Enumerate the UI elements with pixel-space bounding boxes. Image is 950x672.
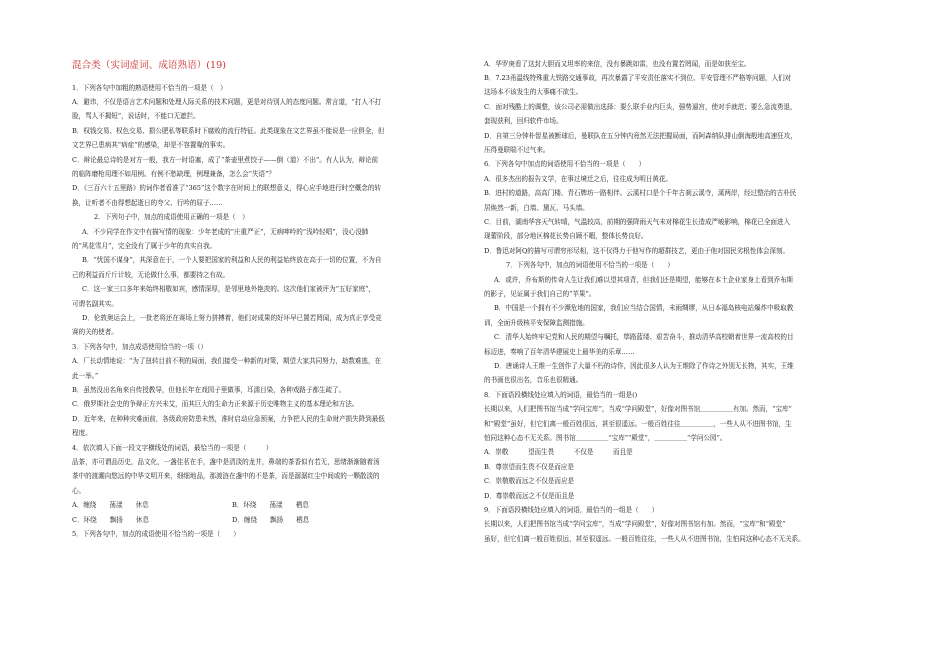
q6-option-a: A．很多杰出的报告文学，在事过境迁之后，往往成为明日黄花。 — [484, 175, 672, 183]
q4-option-c: C．环绕 飘扬 休息 — [72, 516, 149, 524]
q8-passage-line2: 和“殿堂”虽好，但它们离一般百姓很远，甚至很遥远。一般百姓往往＿＿＿＿＿，一些人从不进图书馆，生 — [484, 420, 792, 428]
question-2: 2．下列句子中，加点的成语使用正确的一项是（ ） — [94, 213, 249, 221]
q2-option-a-line1: A．不少同学在作文中有描写情的现象：少年老成的“庄重严正”，无病呻吟的“浅吟轻唱”，没心没肺 — [82, 228, 369, 236]
q9-passage-line2: 虽好，但它们离一般百姓很远，甚至很遥远。一般百姓往往，一些人从不进图书馆，生怕同这种心态不无关系。 — [484, 535, 805, 543]
q2-option-a-line2: 的“风花雪月”，完全没有了属于少年的真实自我。 — [72, 242, 217, 250]
q8-option-b: B．尊崇望而生畏不仅是而应是 — [484, 463, 574, 471]
q5-option-c-line1: C．面对残酷上的调整，该公司必需做出选择：要么联手业内巨头，强势逼宫，使对手就范；要么急流勇退， — [484, 103, 797, 111]
question-7: 7．下列各句中，加点的词语使用不恰当的一项是（ ） — [506, 261, 674, 269]
q4-passage-line3: 心。 — [72, 487, 86, 495]
q5-option-d-line1: D．自第三分钟朴智星被断球后，曼联队在五分钟内竟然无法把握局面，而阿森纳队排山倒海般地高速狂攻， — [484, 132, 797, 140]
q4-option-a: A．缠绕 荡漾 休息 — [72, 501, 149, 509]
q3-option-d-line1: D．近年来，在种种灾难面前，各级政府防患未然，准时启动应急预案，力争把人民的生命财产损失降到最低 — [72, 415, 385, 423]
q4-option-b: B．环绕 荡漾 栖息 — [232, 501, 309, 509]
q7-option-c-line1: C．清华人始终牢记党和人民的期望与嘱托，筚路蓝缕、艰苦奋斗，推动清华高校朝着世界一流高校的目 — [494, 333, 794, 341]
question-5: 5．下列各句中，加点的成语使用不恰当的一项是（ ） — [72, 530, 240, 538]
q3-option-b: B．虽然没出名角来自传授教导，但他长年在戏园子里做事，耳濡目染，各种戏路子都生疏了。 — [72, 386, 346, 394]
q8-option-c: C．崇敬敬而远之不仅是而应是 — [484, 477, 575, 485]
q1-option-b-line1: B．权钱交易、权色交易、损公肥私等联系时下腐败的流行特征。此类现象在文艺界虽不能说是一应俱全，但 — [72, 127, 385, 135]
q4-passage-line1: 品茶，亦可谓品历史，品文化，一盏佳茗在手，盏中是清淡的龙井，鼻端的茶香似有若无，思绪渐渐随着汤 — [72, 458, 380, 466]
q3-option-c: C．俄罗斯社会史的争辩正方兴未艾，而其巨大的生命力正来源于历史唯物主义的基本理论和方法。 — [72, 400, 359, 408]
q5-option-c-line2: 套现获利，回归软件市场。 — [484, 117, 563, 125]
q4-passage-line2: 茶中的渡潮向悠远的中华文明开来，细细地品，那渡涟在盏中的不是茶，而是潺潺红尘中间或的一颗散淡的 — [72, 472, 380, 480]
q2-option-b-line1: B．“忧国不谋身”，其深意在于，一个人要把国家的利益和人民的利益始终放在高于一切的位置，不为自 — [82, 256, 382, 264]
q2-option-d-line1: D．伦敦奥运会上，一批老将还在赛场上努力拼搏着，他们对成果的好坏早已置若罔闻，成为真正享受竞 — [82, 314, 382, 322]
question-8: 8．下面语段横线处应填入的词语，最恰当的一组是() — [484, 391, 638, 399]
q6-option-b-line2: 居焕然一新，白墙、黛瓦、马头墙。 — [484, 204, 589, 212]
q7-option-b-line2: 训，全面升级核平安保障监测措施。 — [484, 319, 589, 327]
q1-option-a-line1: A．避讳，不仅是语言艺术问题和处理人际关系的技术问题，更是对待别人的态度问题。常言道，“打人不打 — [72, 98, 382, 106]
question-6: 6．下列各句中加点的词语使用不恰当的一项是（ ） — [484, 160, 646, 168]
question-3: 3．下列各句中，加点成语使用恰当的一项（） — [72, 343, 208, 351]
question-4: 4．依次填入下面一段文字横线处的词语，最恰当的一项是（ ） — [72, 444, 273, 452]
q1-option-b-line2: 文艺界已患病其“病症”的感染，却是不容置喙的事实。 — [72, 141, 230, 149]
q1-option-a-line2: 脸，骂人不揭短”，说话时，不能口无遮拦。 — [72, 112, 200, 120]
q1-option-c-line1: C．辩论最总诗的是对方一般，我方一时语塞，成了“茶壶里煮饺子——倒（道）不出”。有人认为，辩论前 — [72, 156, 379, 164]
q9-passage-line1: 长期以来，人们把图书馆当成“学问宝库”，当成“学问殿堂”，好像对图书馆有加。然而，“宝库”和“殿堂” — [484, 520, 786, 528]
question-1: 1．下列各句中加粗的熟语使用不恰当的一项是（ ） — [72, 84, 227, 92]
q6-option-c-line2: 现蕾阶段，部分地区棉花长势自顾不暇，整体长势良好。 — [484, 232, 648, 240]
q7-option-d-line1: D．唐诵诗人王维一生创作了大量不朽的诗作，因此很多人认为王维除了作诗之外别无长物，其实，王维 — [494, 362, 794, 370]
page-title: 混合类（实词虚词、成语熟语）(19) — [72, 60, 227, 71]
q2-option-c-line1: C．这一家三口多年来始终相敬如宾，感情深厚，是邻里地外艳羡的。这次他们家被评为“五好家庭”， — [82, 285, 376, 293]
q4-option-d: D．缠绕 飘扬 栖息 — [232, 516, 310, 524]
q6-option-b-line1: B．进村的道路，高高门楼、青石牌坊一路相伴。云溪村口是个千年古刹云溪寺，溪两岸，经过整治的古朴民 — [484, 189, 797, 197]
q3-option-d-line2: 程度。 — [72, 429, 92, 437]
q2-option-b-line2: 己的利益而斤斤计较，无论做什么事，都要持之有故。 — [72, 271, 230, 279]
q1-option-c-line2: 的临阵磨枪用理不如用例。有例不愁缺理，例理兼备，怎么会“失语”？ — [72, 170, 275, 178]
q6-option-d: D．鲁迅对阿Q的描写可谓穷形尽相，这不仅得力于他写作的超群技艺，更由于他对国民劣根性体会深刻。 — [484, 247, 790, 255]
q7-option-a-line1: A．或许，乔布斯的传奇人生让我们难以望其项背，但我们还是期望，能够在本土企业家身上看到乔布斯 — [494, 276, 794, 284]
q1-option-d-line1: D．《三百六十五里路》的词作者看准了“365”这个数字在时间上的联想意义，得心应手地进行时空概念的转 — [72, 184, 381, 192]
q7-option-b-line1: B．中国是一个拥有不少濒危地的国家，我们应当结合国情，未雨绸缪，从日本福岛核电站爆炸中吸取教 — [494, 304, 794, 312]
q8-option-a: A．崇敬 望而生畏 不仅是 而且是 — [484, 448, 633, 456]
question-9: 9．下面语段横线处应填入的词语，最恰当的一组是（ ） — [484, 506, 659, 514]
q2-option-c-line2: 可谓名副其实。 — [72, 300, 118, 308]
q2-option-d-line2: 赛的关的使者。 — [72, 328, 118, 336]
q3-option-a-line1: A．厂长动情地说：“为了扭转目前不利的局面，我们接受一种新的对策，期望大家共同努力，劫数难逃，在 — [72, 357, 382, 365]
q1-option-d-line2: 换，让听者不由得想起逝日的夸父、行吟的屈子…… — [72, 199, 223, 207]
q7-option-a-line2: 的影子，见证属于我们自己的“苹果”。 — [484, 290, 596, 298]
q5-option-b-line1: B．7.23甬温线特殊重大铁路交通事故，再次暴露了平安责任落实不到位、平安管理不严格等问题，人们对 — [484, 74, 792, 82]
q8-passage-line3: 怕同这种心态不无关系。图书馆＿＿＿＿＿“宝库”“殿堂”，＿＿＿＿＿“学问公园”。 — [484, 434, 727, 442]
q5-option-d-line2: 压得曼联喘不过气来。 — [484, 146, 550, 154]
q8-passage-line1: 长期以来，人们把图书馆当成“学问宝库”，当成“学问殿堂”，好像对图书馆＿＿＿＿＿有加。然而，“宝库” — [484, 405, 792, 413]
q7-option-c-line2: 标迈进，奏响了百年清华建展史上最华美的乐章…… — [484, 348, 635, 356]
q5-option-a: A．华罗庚看了这封大胆而又坦率的来信，没有暴跳如雷，也没有置若罔闻，而是如获至宝。 — [484, 60, 751, 68]
q5-option-b-line2: 这场本不该发生的大事痛不欲生。 — [484, 88, 583, 96]
q6-option-c-line1: C．目前，湖南华容天气转晴，气温较高，前期的强降雨天气未对棉花生长造成严峻影响，棉花已全面进入 — [484, 218, 791, 226]
q3-option-a-line2: 此一举。” — [72, 372, 99, 380]
q8-option-d: D．尊崇敬而远之不仅是而且是 — [484, 492, 575, 500]
q7-option-d-line2: 的书画也很出名，音乐也很精通。 — [484, 376, 583, 384]
